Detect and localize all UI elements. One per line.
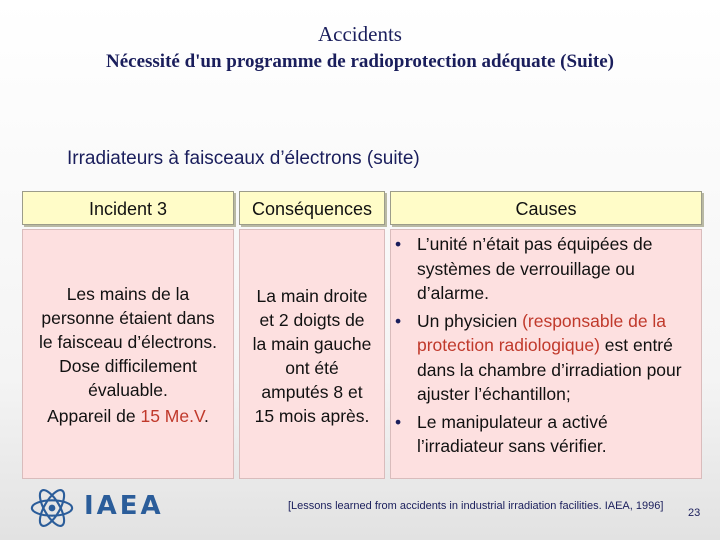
incident-line: évaluable. xyxy=(88,380,168,400)
consequence-line: et 2 doigts de xyxy=(259,310,365,330)
incident-device xyxy=(23,404,233,428)
cause-highlight: (responsable de la protection radiologique) xyxy=(417,310,667,355)
causes-cell xyxy=(390,229,702,479)
iaea-logo-text: IAEA xyxy=(84,491,164,521)
consequence-line: ont été xyxy=(285,358,339,378)
bullet-icon: • xyxy=(395,411,402,432)
header-causes: Causes xyxy=(390,191,702,225)
incident-cell xyxy=(22,229,234,479)
incident-line: le faisceau d’électrons. xyxy=(38,332,218,352)
header-consequences: Conséquences xyxy=(239,191,385,225)
cause-text-pre: Un physicien xyxy=(417,310,523,331)
cause-text-post: est entré dans la chambre d’irradiation pour ajuster l’échantillon; xyxy=(417,335,682,404)
section-subtitle: Irradiateurs à faisceaux d’électrons (suite) xyxy=(67,148,420,169)
device-suffix: . xyxy=(204,406,209,426)
slide-title xyxy=(0,20,720,76)
incident-text xyxy=(23,282,233,428)
cause-item xyxy=(395,410,695,459)
consequences-cell xyxy=(239,229,385,479)
header-incident: Incident 3 xyxy=(22,191,234,225)
consequence-line: amputés 8 et xyxy=(261,382,363,402)
consequence-line: 15 mois après. xyxy=(254,406,370,426)
title-line-1: Accidents xyxy=(318,22,402,46)
source-citation: [Lessons learned from accidents in industrial irradiation facilities. IAEA, 1996] xyxy=(288,500,664,512)
iaea-atom-logo-icon xyxy=(28,484,76,532)
cause-item xyxy=(395,232,695,306)
title-line-2: Nécessité d'un programme de radioprotection adéquate (Suite) xyxy=(105,51,615,72)
consequence-line: La main droite xyxy=(256,286,368,306)
bullet-icon: • xyxy=(395,234,402,254)
incident-line: Dose difficilement xyxy=(59,356,197,376)
page-number: 23 xyxy=(688,507,701,519)
incident-line: Les mains de la xyxy=(66,284,190,304)
cause-text: Le manipulateur a activé l’irradiateur sans vérifier. xyxy=(417,411,608,456)
cause-text: L’unité n’était pas équipées de systèmes de verrouillage ou d’alarme. xyxy=(417,234,653,303)
consequence-line: la main gauche xyxy=(252,334,372,354)
bullet-icon: • xyxy=(395,310,402,331)
device-energy: 15 Me.V xyxy=(140,406,205,426)
cause-item xyxy=(395,309,695,407)
consequences-text xyxy=(240,284,384,428)
device-prefix: Appareil de xyxy=(47,406,141,426)
causes-list xyxy=(395,232,695,459)
incident-line: personne étaient dans xyxy=(41,308,215,328)
